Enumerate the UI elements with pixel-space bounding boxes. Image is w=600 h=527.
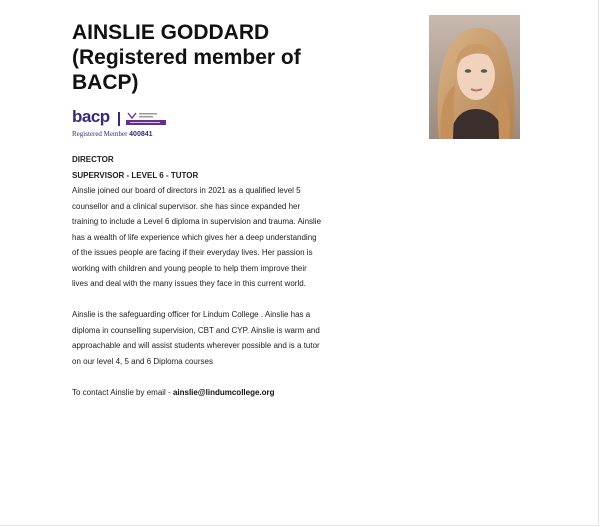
- spacer: [72, 292, 322, 308]
- bacp-logo: [72, 107, 182, 140]
- logo-divider: [118, 112, 120, 126]
- contact-email-link[interactable]: ainslie@lindumcollege.org: [172, 387, 275, 397]
- registered-member-label: Registered Member: [72, 130, 128, 138]
- bacp-wordmark: bacp: [72, 107, 110, 126]
- role-director: DIRECTOR: [72, 155, 114, 164]
- page-title: AINSLIE GODDARD (Registered member of BACP): [72, 21, 301, 94]
- contact-line: [72, 385, 322, 401]
- profile-photo: [429, 15, 520, 139]
- bio-paragraph-2: Ainslie is the safeguarding officer for Lindum College . Ainslie has a diploma in counselling supervision, CBT and CYP. Ainslie is warm and approachable and will assist students wherever possible and is a tutor on our level 4, 5 and 6 Diploma courses: [72, 310, 320, 366]
- registered-member-line: [72, 130, 153, 138]
- bacp-member-badge-icon: [126, 112, 166, 126]
- bio-paragraph-1: Ainslie joined our board of directors in 2021 as a qualified level 5 counsellor and a clinical supervisor. she has since expanded her training to include a Level 6 diploma in supervision and trauma. Ainslie has a wealth of life experience which gives her a deep understanding of the issues people are facing if their everyday lives. Her passion is working with children and young people to help them improve their lives and deal with the many issues they face in this current world.: [72, 186, 322, 288]
- member-number: 400841: [129, 131, 153, 138]
- spacer: [72, 369, 322, 385]
- bio-content: [72, 152, 322, 400]
- contact-prefix: To contact Ainslie by email -: [72, 387, 173, 397]
- role-supervisor: SUPERVISOR - LEVEL 6 - TUTOR: [72, 170, 199, 180]
